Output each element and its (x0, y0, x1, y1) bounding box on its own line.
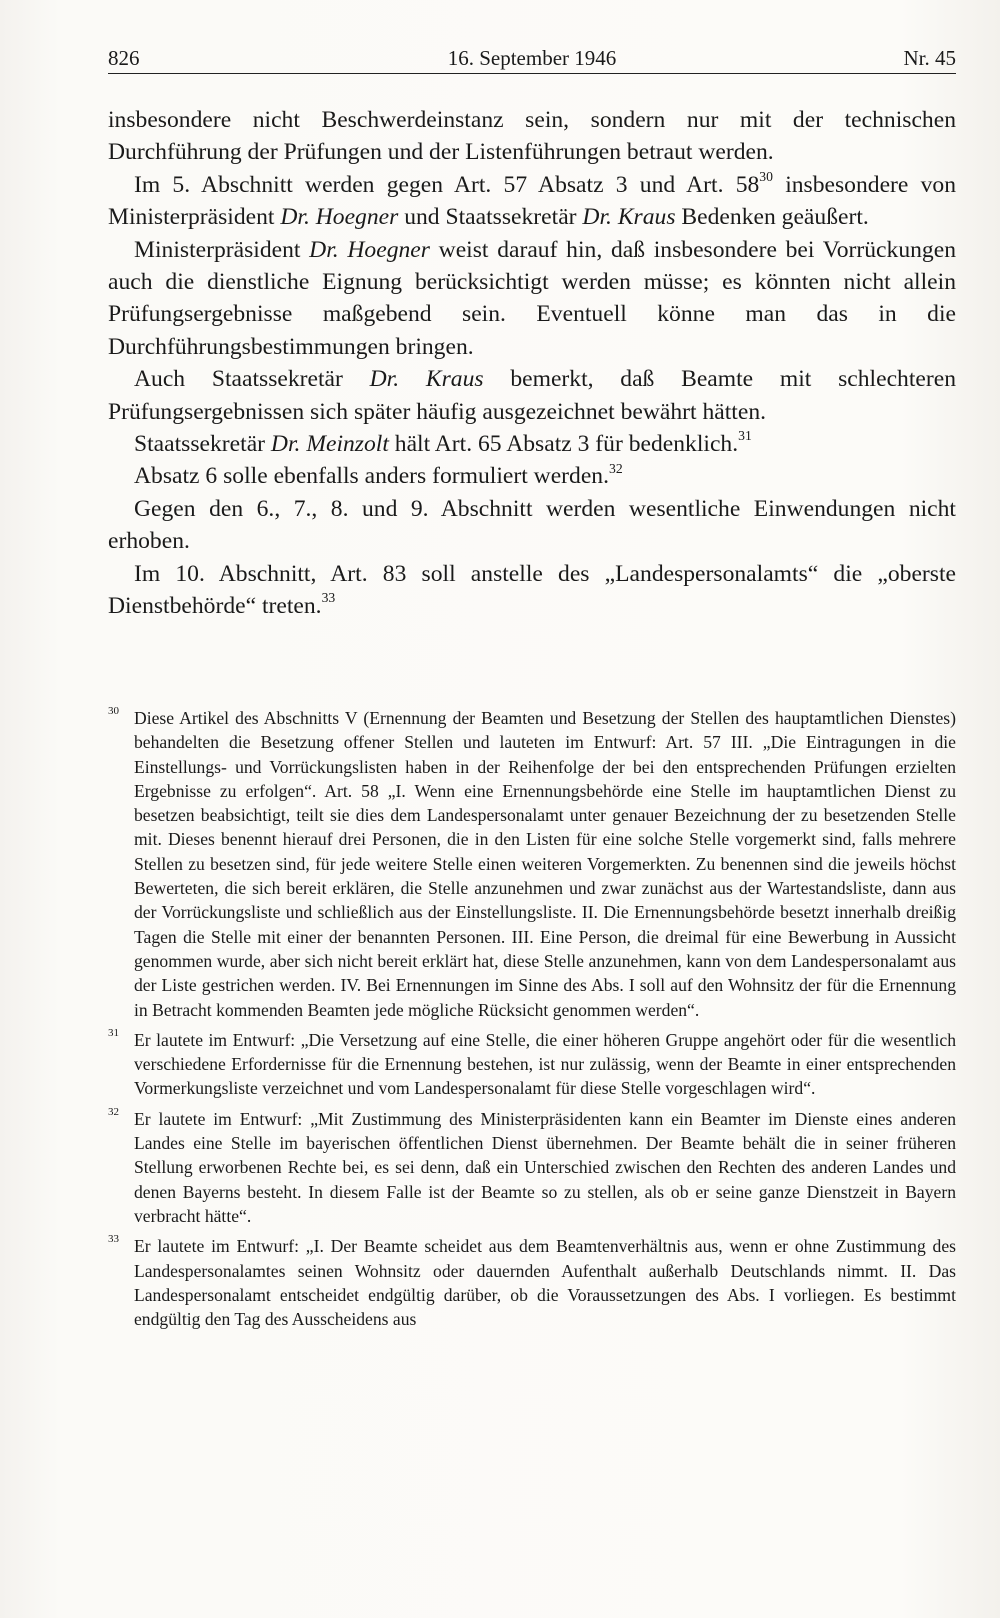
person-name: Dr. Kraus (369, 366, 484, 393)
footnote-ref[interactable]: 32 (609, 460, 623, 476)
paragraph: insbesondere nicht Beschwerdeinstanz sein, sondern nur mit der technischen Durchführung der Prüfungen und der Listenführungen betraut werden. (108, 107, 956, 166)
footnote (108, 1028, 956, 1101)
footnote-text: Er lautete im Entwurf: „I. Der Beamte scheidet aus dem Beamtenverhältnis aus, wenn er ohne Zustimmung des Landespersonalamtes seinen Wohnsitz oder dauernden Aufenthalt außerhalb Deutschlands nimmt. II. Das Landespersonalamt entscheidet endgültig darüber, ob die Voraussetzungen des Abs. I vorliegen. Es bestimmt endgültig den Tag des Ausscheidens aus (134, 1236, 956, 1330)
running-header (108, 42, 956, 76)
footnote-number: 32 (108, 1105, 119, 1118)
issue-number: Nr. 45 (903, 46, 956, 70)
footnote (108, 1234, 956, 1331)
footnote (108, 706, 956, 1022)
person-name: Dr. Hoegner (309, 236, 430, 263)
page-number: 826 (108, 46, 140, 70)
paragraph: Ministerpräsident Dr. Hoegner weist darauf hin, daß insbesondere bei Vorrückungen auch die dienstliche Eignung berücksichtigt werden müsse; es könnten nicht allein Prüfungsergebnisse maßgebend sein. Eventuell könne man das in die Durchführungsbestimmungen bringen. (108, 236, 956, 360)
paragraph: Staatssekretär Dr. Meinzolt hält Art. 65 Absatz 3 für bedenklich.$^{31}$ (134, 428, 752, 458)
header-rule (108, 73, 956, 74)
paragraph: Gegen den 6., 7., 8. und 9. Abschnitt werden wesentliche Einwendungen nicht erhoben. (108, 495, 956, 555)
paragraph: Absatz 6 solle ebenfalls anders formuliert werden.$^{32}$ (134, 460, 623, 490)
header-date: 16. September 1946 (447, 46, 617, 70)
footnote-ref[interactable]: 31 (738, 428, 752, 444)
footnote-text: Diese Artikel des Abschnitts V (Ernennung der Beamten und Besetzung der Stellen des hauptamtlichen Dienstes) behandelten die Besetzung offener Stellen und lauteten im Entwurf: Art. 57 III. „Die Eintragungen in die Einstellungs- und Vorrückungslisten haben in der Reihenfolge der bei den entsprechenden Prüfungen erzielten Ergebnisse zu erfolgen“. Art. 58 „I. Wenn eine Ernennungsbehörde eine Stelle im hauptamtlichen Dienst zu besetzen beabsichtigt, teilt sie dies dem Landespersonalamt unter genauer Bezeichnung der zu besetzenden Stelle mit. Dieses benennt hierauf drei Personen, die in den Listen für eine solche Stelle vorgemerkt sind, falls mehrere Stellen zu besetzen sind, für jede weitere Stelle einen weiteren Vorgemerkten. Zu benennen sind die jeweils höchst Bewerteten, die sich bereit erklären, die Stelle anzunehmen und zwar zunächst aus der Wartestandsliste, dann aus der Vorrückungsliste und schließlich aus der Einstellungsliste. II. Die Ernennungsbehörde besetzt innerhalb dreißig Tagen die Stelle mit einer der benannten Personen. III. Eine Person, die dreimal für eine Bewerbung in Aussicht genommen wurde, aber sich nicht bereit erklärt hat, diese Stelle anzunehmen, kann von dem Landespersonalamt aus der Liste gestrichen werden. IV. Bei Ernennungen im Sinne des Abs. I soll auf den Wohnsitz der für die Ernennung in Betracht kommenden Beamten jede mögliche Rücksicht genommen werden“. (134, 708, 956, 1020)
person-name: Dr. Meinzolt (270, 431, 389, 458)
footnote-text: Er lautete im Entwurf: „Mit Zustimmung des Ministerpräsidenten kann ein Beamter im Dienste eines anderen Landes eine Stelle im bayerischen öffentlichen Dienst übernehmen. Der Beamte behält die in seiner früheren Stellung erworbenen Rechte bei, es sei denn, daß ein Unterschied zwischen den Rechten des anderen Landes und denen Bayerns besteht. In diesem Falle ist der Beamte so zu stellen, als ob er seine ganze Dienstzeit in Bayern verbracht hätte“. (134, 1108, 956, 1226)
footnote-ref[interactable]: 33 (321, 590, 336, 606)
footnote (108, 1107, 956, 1228)
main-text (108, 104, 956, 623)
footnote-number: 31 (108, 1026, 119, 1039)
footnote-number: 30 (108, 705, 119, 717)
paragraph: Im 5. Abschnitt werden gegen Art. 57 Absatz 3 und Art. $58^{30}$ insbesondere von Ministerpräsident Dr. Hoegner und Staatssekretär Dr. Kraus Bedenken geäußert. (108, 168, 956, 231)
paragraph: Im 10. Abschnitt, Art. 83 soll anstelle des „Landespersonalamts“ die „oberste Dienstbehörde“ treten.$^{33}$ (108, 560, 956, 620)
paragraph: Auch Staatssekretär Dr. Kraus bemerkt, daß Beamte mit schlechteren Prüfungsergebnissen sich später häufig ausgezeichnet bewährt hätten. (108, 366, 956, 425)
footnote-text: Er lautete im Entwurf: „Die Versetzung auf eine Stelle, die einer höheren Gruppe angehört oder für die wesentlich verschiedene Erfordernisse für die Ernennung bestehen, ist nur zulässig, wenn der Beamte in einer entsprechenden Vormerkungsliste verzeichnet und vom Landespersonalamt für diese Stelle vorgeschlagen wird“. (134, 1029, 956, 1099)
footnotes (108, 706, 956, 1337)
person-name: Dr. Kraus (582, 204, 676, 231)
person-name: Dr. Hoegner (280, 204, 399, 231)
footnote-number: 33 (108, 1233, 119, 1246)
footnote-ref[interactable]: 30 (759, 168, 773, 184)
